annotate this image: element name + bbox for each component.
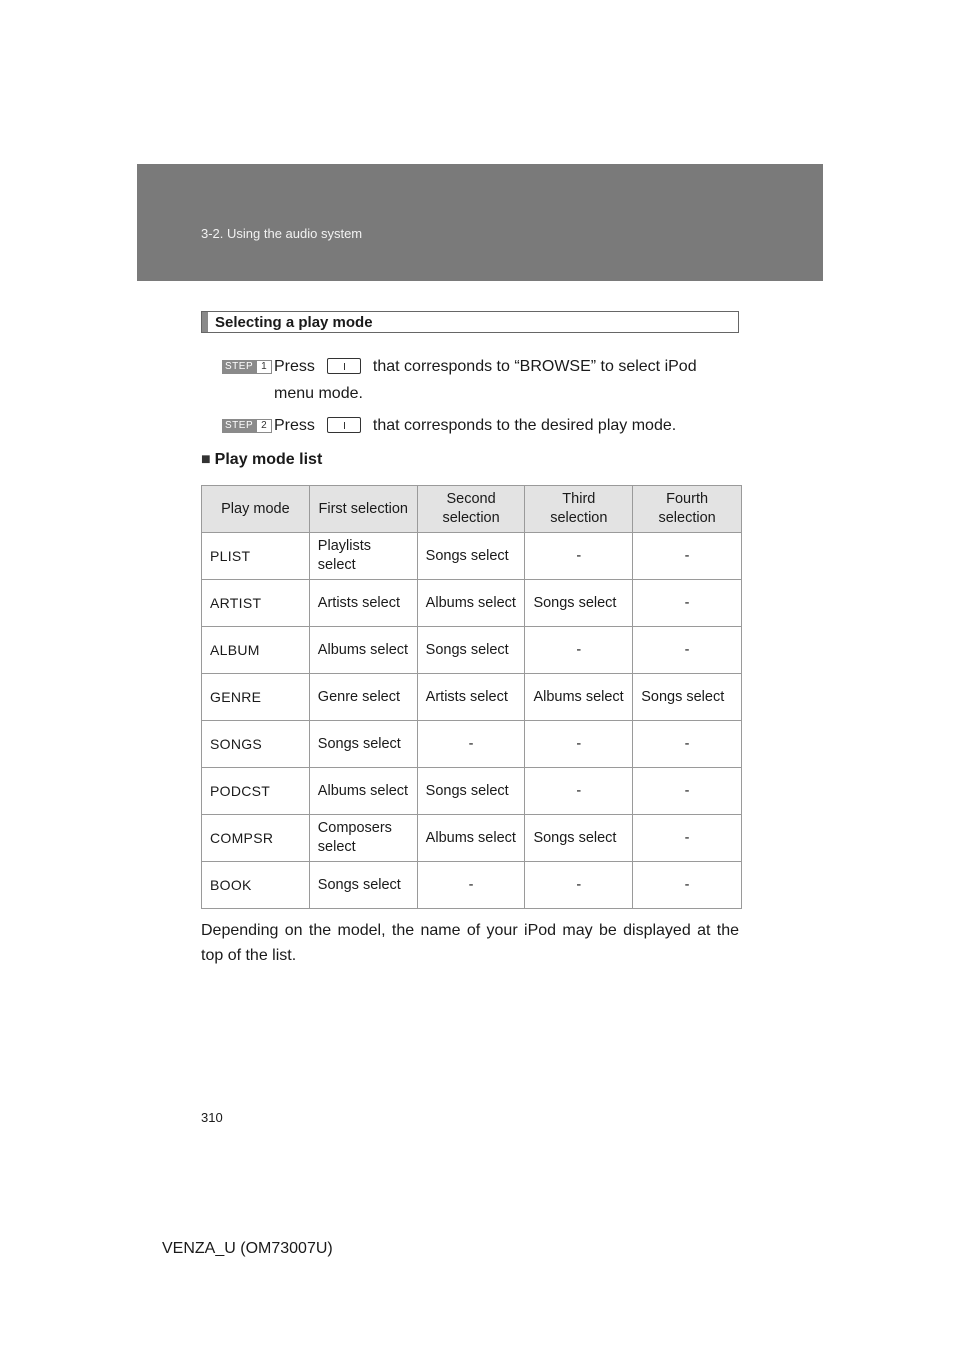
table-header: First selection xyxy=(309,486,417,533)
table-cell: Songs select xyxy=(633,674,742,721)
table-cell: Songs select xyxy=(309,721,417,768)
table-cell: Artists select xyxy=(309,580,417,627)
table-cell: BOOK xyxy=(202,862,310,909)
table-cell: Songs select xyxy=(309,862,417,909)
table-cell: Playlists select xyxy=(309,533,417,580)
table-cell: - xyxy=(525,627,633,674)
step-2-badge: STEP 2 xyxy=(222,419,270,433)
square-bullet-icon: ■ xyxy=(201,451,211,468)
section-title-box xyxy=(201,311,739,333)
table-header: Second selection xyxy=(417,486,525,533)
table-cell: Albums select xyxy=(309,627,417,674)
step-1-badge: STEP 1 xyxy=(222,360,270,374)
table-row xyxy=(202,580,742,627)
table-header: Fourth selection xyxy=(633,486,742,533)
table-cell: - xyxy=(525,533,633,580)
table-cell: - xyxy=(525,862,633,909)
table-cell: Albums select xyxy=(309,768,417,815)
title-accent-bar xyxy=(202,312,208,332)
table-cell: Albums select xyxy=(417,815,525,862)
table-cell: Songs select xyxy=(417,768,525,815)
table-header: Third selection xyxy=(525,486,633,533)
header-band xyxy=(137,164,823,281)
button-icon xyxy=(327,358,361,374)
table-cell: - xyxy=(525,721,633,768)
table-header: Play mode xyxy=(202,486,310,533)
table-cell: COMPSR xyxy=(202,815,310,862)
table-cell: Songs select xyxy=(525,580,633,627)
table-row xyxy=(202,533,742,580)
step-1-text: Press that corresponds to “BROWSE” to select iPod xyxy=(274,358,697,375)
table-cell: Songs select xyxy=(525,815,633,862)
step-1-text-line2: menu mode. xyxy=(274,385,363,402)
table-cell: Composers select xyxy=(309,815,417,862)
table-cell: - xyxy=(633,768,742,815)
play-mode-list-heading: ■ Play mode list xyxy=(201,451,323,468)
button-icon xyxy=(327,417,361,433)
table-cell: - xyxy=(633,627,742,674)
table-cell: Albums select xyxy=(525,674,633,721)
table-cell: - xyxy=(633,815,742,862)
play-mode-table xyxy=(201,485,742,909)
table-header-row xyxy=(202,486,742,533)
table-cell: - xyxy=(417,721,525,768)
table-cell: ARTIST xyxy=(202,580,310,627)
table-cell: PLIST xyxy=(202,533,310,580)
table-cell: ALBUM xyxy=(202,627,310,674)
table-cell: - xyxy=(633,580,742,627)
table-cell: - xyxy=(633,862,742,909)
table-cell: - xyxy=(633,533,742,580)
table-cell: PODCST xyxy=(202,768,310,815)
table-cell: - xyxy=(417,862,525,909)
ipod-name-note: Depending on the model, the name of your iPod may be displayed at the top of the list. xyxy=(201,922,739,964)
table-cell: Genre select xyxy=(309,674,417,721)
table-row xyxy=(202,674,742,721)
table-cell: Albums select xyxy=(417,580,525,627)
table-cell: GENRE xyxy=(202,674,310,721)
page-number: 310 xyxy=(201,1110,223,1125)
table-cell: - xyxy=(525,768,633,815)
table-row xyxy=(202,627,742,674)
table-cell: - xyxy=(633,721,742,768)
table-row xyxy=(202,815,742,862)
table-row xyxy=(202,768,742,815)
table-cell: Songs select xyxy=(417,533,525,580)
section-title: Selecting a play mode xyxy=(215,313,373,331)
table-row xyxy=(202,862,742,909)
section-breadcrumb: 3-2. Using the audio system xyxy=(201,226,363,241)
document-code: VENZA_U (OM73007U) xyxy=(162,1240,333,1257)
step-2-text: Press that corresponds to the desired play mode. xyxy=(274,417,677,434)
table-cell: Songs select xyxy=(417,627,525,674)
table-cell: Artists select xyxy=(417,674,525,721)
table-row xyxy=(202,721,742,768)
table-cell: SONGS xyxy=(202,721,310,768)
